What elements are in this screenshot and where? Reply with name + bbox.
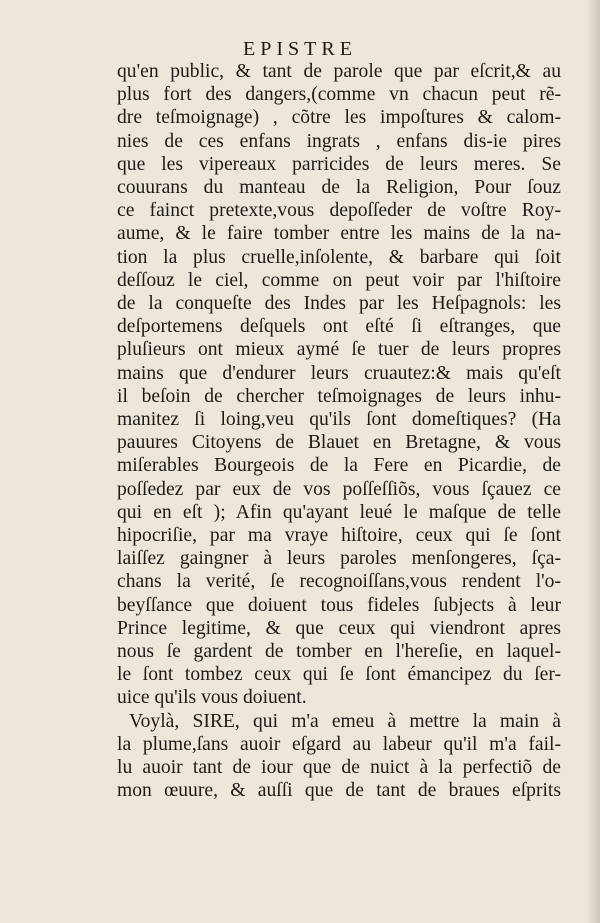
text-line: pluſieurs ont mieux aymé ſe tuer de leurs propres	[117, 339, 561, 361]
text-line: qui en eſt ); Afin qu'ayant leué le maſque de telle	[117, 501, 561, 523]
text-line: lu auoir tant de iour que de nuict à la perfectiõ de	[117, 757, 561, 779]
text-line: manitez ſi loing,veu qu'ils ſont domeſtiques? (Ha	[117, 409, 561, 431]
text-line: tion la plus cruelle,inſolente, & barbare qui ſoit	[117, 246, 561, 268]
text-line: beyſſance que doiuent tous fideles ſubjects à leur	[117, 594, 561, 616]
text-line: aume, & le faire tomber entre les mains de la na-	[117, 223, 561, 245]
text-line: mains que d'endurer leurs cruautez:& mais qu'eſt	[117, 362, 561, 384]
text-line: que les vipereaux parricides de leurs meres. Se	[117, 153, 561, 175]
text-line: miſerables Bourgeois de la Fere en Picardie, de	[117, 455, 561, 477]
text-line: poſſedez par eux de vos poſſeſſiõs, vous ſçauez ce	[117, 478, 561, 500]
text-line: Voylà, SIRE, qui m'a emeu à mettre la main à	[129, 710, 561, 732]
text-line: deſſouz le ciel, comme on peut voir par l'hiſtoire	[117, 269, 561, 291]
text-line: pauures Citoyens de Blauet en Bretagne, & vous	[117, 432, 561, 454]
page-edge-shadow	[586, 0, 600, 923]
text-line: dre teſmoignage) , cõtre les impoſtures & calom-	[117, 107, 561, 129]
text-line: deſportemens deſquels ont eſté ſi eſtranges, que	[117, 316, 561, 338]
text-line: chans la verité, ſe recognoiſſans,vous rendent l'o-	[117, 571, 561, 593]
running-head: EPISTRE	[243, 38, 357, 60]
text-line: plus fort des dangers,(comme vn chacun peut rẽ-	[117, 84, 561, 106]
text-line: de la conqueſte des Indes par les Heſpagnols: les	[117, 293, 561, 315]
text-line: Prince legitime, & que ceux qui viendront apres	[117, 617, 561, 639]
text-line: le ſont tombez ceux qui ſe ſont émancipez du ſer-	[117, 664, 561, 686]
text-line: couurans du manteau de la Religion, Pour ſouz	[117, 177, 561, 199]
text-line: nous ſe gardent de tomber en l'hereſie, en laquel-	[117, 641, 561, 663]
text-line: nies de ces enfans ingrats , enfans dis-ie pires	[117, 130, 561, 152]
text-line: qu'en public, & tant de parole que par eſcrit,& au	[117, 61, 561, 82]
text-line: uice qu'ils vous doiuent.	[117, 687, 307, 709]
text-line: laiſſez gaingner à leurs paroles menſongeres, ſça-	[117, 548, 561, 570]
text-line: ce fainct pretexte,vous depoſſeder de voſtre Roy-	[117, 200, 561, 222]
text-line: hipocriſie, par ma vraye hiſtoire, ceux qui ſe ſont	[117, 525, 561, 547]
text-line: la plume,ſans auoir eſgard au labeur qu'il m'a fail-	[117, 733, 561, 755]
body-text	[117, 60, 561, 803]
text-line: mon œuure, & auſſi que de tant de braues eſprits	[117, 780, 561, 802]
text-line: il beſoin de chercher teſmoignages de leurs inhu-	[117, 385, 561, 407]
